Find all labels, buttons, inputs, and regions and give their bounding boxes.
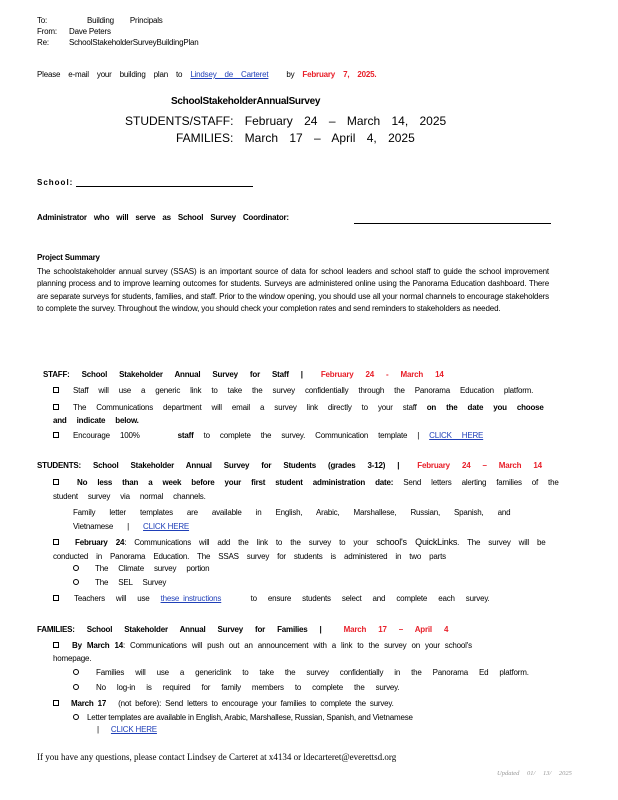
admin-input-line[interactable] bbox=[354, 223, 551, 224]
families-sub-1-text: Families will use a genericlink to take the survey confidentially in the Panorama Ed platform. bbox=[96, 668, 529, 677]
families-dates: March 17 – April 4 bbox=[343, 625, 449, 634]
intro-by: by bbox=[286, 70, 295, 79]
families-heading-text: FAMILIES: School Stakeholder Annual Survey for Families | bbox=[37, 625, 322, 634]
students-templates bbox=[73, 506, 563, 534]
students-item-3 bbox=[53, 594, 490, 603]
students-sub-2-text: The SEL Survey bbox=[95, 578, 167, 587]
checkbox-icon bbox=[53, 479, 59, 485]
families-item-1 bbox=[53, 639, 473, 665]
bullet-circle-icon bbox=[73, 669, 79, 675]
staff-template-link[interactable]: CLICK HERE bbox=[429, 431, 484, 440]
staff-item-3-after: to complete the survey. Communication template | bbox=[203, 431, 420, 440]
families-templates-link[interactable]: CLICK HERE bbox=[110, 725, 157, 734]
families-item-1-text: : Communications will push out an announcement with a link to the survey on your school's homepage. bbox=[53, 641, 472, 663]
updated-date: Updated 01/ 13/ 2025 bbox=[497, 770, 572, 777]
questions-contact: If you have any questions, please contact Lindsey de Carteret at x4134 or ldecarteret@everettsd.org bbox=[37, 752, 397, 762]
staff-dates: February 24 - March 14 bbox=[320, 370, 444, 379]
survey-title: SchoolStakeholderAnnualSurvey bbox=[171, 96, 321, 107]
students-item-1-text: Send letters alerting families of the student survey via normal channels. bbox=[53, 478, 559, 501]
checkbox-icon bbox=[53, 404, 59, 410]
admin-label: Administrator who will serve as School Survey Coordinator: bbox=[37, 213, 289, 222]
families-sub-3-text: Letter templates are available in English, Arabic, Marshallese, Russian, Spanish, and Vietnamese bbox=[87, 713, 413, 722]
quicklinks-text: school's QuickLinks bbox=[376, 537, 458, 547]
staff-item-2-text: The Communications department will email a survey link directly to your staff bbox=[73, 403, 417, 412]
intro-text: Please e-mail your building plan to bbox=[37, 70, 183, 79]
checkbox-icon bbox=[53, 595, 59, 601]
staff-item-3-before: Encourage 100% bbox=[73, 431, 140, 440]
checkbox-icon bbox=[53, 539, 59, 545]
bullet-circle-icon bbox=[73, 714, 79, 720]
staff-item-1 bbox=[53, 386, 533, 395]
families-sub-2 bbox=[73, 683, 399, 692]
families-item-2 bbox=[53, 699, 394, 708]
students-item-1 bbox=[53, 476, 573, 503]
summary-body: The schoolstakeholder annual survey (SSAS) is an important source of data for school leaders and school staff to guide the school improvement planning process and to improve learning outcomes for students. Surveys are administered online using the Panorama Education dashboard. There are separate surveys for students, families, and staff. Prior to the window opening, you should use all your normal channels to encourage stakeholders to complete the survey. Throughout the window, you should check your completion rates and send reminders to stakeholders as needed. bbox=[37, 267, 549, 313]
instructions-link[interactable]: these instructions bbox=[160, 594, 222, 603]
staff-item-2-bold: on the date you choose and indicate below. bbox=[53, 403, 544, 425]
checkbox-icon bbox=[53, 700, 59, 706]
re-label: Re: bbox=[37, 38, 49, 47]
families-heading bbox=[37, 625, 448, 634]
from-value: Dave Peters bbox=[69, 27, 111, 36]
to-value: Building Principals bbox=[87, 16, 163, 25]
students-item-2 bbox=[53, 536, 563, 563]
staff-heading bbox=[43, 370, 444, 379]
summary-heading: Project Summary bbox=[37, 253, 100, 262]
link-separator: | bbox=[97, 725, 99, 734]
students-sub-1 bbox=[73, 564, 209, 573]
staff-heading-text: STAFF: School Stakeholder Annual Survey for Staff | bbox=[43, 370, 303, 379]
school-input-line[interactable] bbox=[76, 186, 253, 187]
students-sub-2 bbox=[73, 578, 166, 587]
students-staff-window: STUDENTS/STAFF: February 24 – March 14, 2025 bbox=[125, 114, 447, 128]
plan-deadline: February 7, 2025. bbox=[302, 70, 377, 79]
checkbox-icon bbox=[53, 387, 59, 393]
intro-line bbox=[37, 70, 376, 79]
families-window: FAMILIES: March 17 – April 4, 2025 bbox=[176, 131, 415, 145]
contact-link[interactable]: Lindsey de Carteret bbox=[190, 70, 269, 79]
students-heading-text: STUDENTS: School Stakeholder Annual Survey for Students (grades 3-12) | bbox=[37, 461, 400, 470]
students-item-3-before: Teachers will use bbox=[74, 594, 150, 603]
bullet-circle-icon bbox=[73, 565, 79, 571]
staff-item-2 bbox=[53, 401, 563, 427]
families-item-2-text: (not before): Send letters to encourage your families to complete the survey. bbox=[118, 699, 394, 708]
families-item-2-bold: March 17 bbox=[71, 699, 107, 708]
families-item-1-bold: By March 14 bbox=[72, 641, 123, 650]
students-item-3-after: to ensure students select and complete each survey. bbox=[250, 594, 490, 603]
from-label: From: bbox=[37, 27, 57, 36]
students-dates: February 24 – March 14 bbox=[417, 461, 542, 470]
to-label: To: bbox=[37, 16, 48, 25]
families-sub-2-text: No log-in is required for family members to complete the survey. bbox=[96, 683, 400, 692]
students-item-2-text: : Communications will add the link to the survey to your bbox=[124, 538, 369, 547]
students-item-2-text2: . The survey will be conducted in Panorama Education. The SSAS survey for students is administered in two parts bbox=[53, 538, 546, 561]
students-templates-text: Family letter templates are available in English, Arabic, Marshallese, Russian, Spanish, and Vietnamese | bbox=[73, 508, 511, 531]
students-sub-1-text: The Climate survey portion bbox=[95, 564, 210, 573]
families-sub-1 bbox=[73, 668, 529, 677]
students-item-1-bold: No less than a week before your first student administration date: bbox=[77, 478, 394, 487]
school-label: School: bbox=[37, 178, 74, 187]
staff-item-1-text: Staff will use a generic link to take the survey confidentially through the Panorama Education platform. bbox=[73, 386, 534, 395]
families-sub-3-link-row bbox=[97, 725, 157, 734]
students-heading bbox=[37, 461, 542, 470]
students-templates-link[interactable]: CLICK HERE bbox=[143, 522, 190, 531]
staff-item-3-bold: staff bbox=[177, 431, 194, 440]
bullet-circle-icon bbox=[73, 684, 79, 690]
staff-item-3 bbox=[53, 431, 483, 440]
checkbox-icon bbox=[53, 642, 59, 648]
checkbox-icon bbox=[53, 432, 59, 438]
students-item-2-bold: February 24 bbox=[75, 538, 125, 547]
re-value: SchoolStakeholderSurveyBuildingPlan bbox=[69, 38, 199, 47]
bullet-circle-icon bbox=[73, 579, 79, 585]
families-sub-3 bbox=[73, 713, 413, 722]
